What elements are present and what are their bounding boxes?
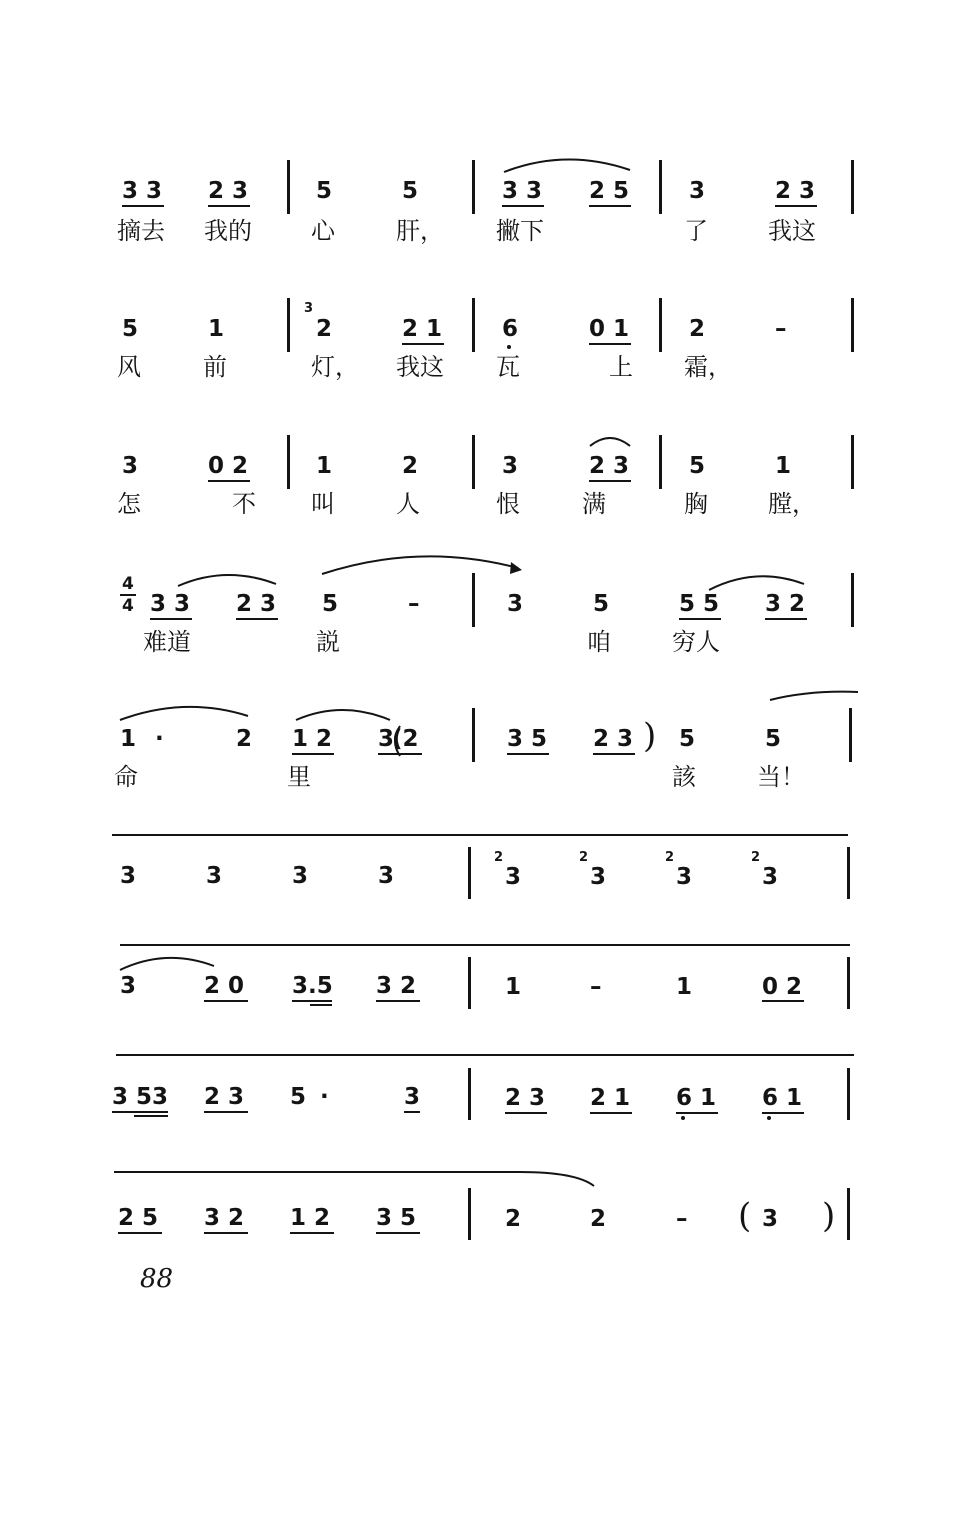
note: 2 3 [775,178,816,204]
note: 5 [765,726,782,752]
lyric: 了 [684,217,708,245]
dash: – [676,1206,688,1232]
note: 3 5 [507,726,548,752]
note: 2 3 [208,178,249,204]
note: 2 [236,726,253,752]
grace-note: 2 [494,850,504,865]
slur [590,438,630,446]
note: 2 3 [236,591,277,617]
note: 3 3 [150,591,191,617]
lyric: 叫 [311,490,335,518]
lyric: 霜， [684,353,732,381]
time-signature-bottom: 4 [122,596,134,616]
lyric: 説 [316,628,340,656]
note: 0 2 [762,974,803,1000]
lyric: 恨 [496,490,520,518]
note: 5 [593,591,610,617]
note: 3 2 [204,1205,245,1231]
slur [322,556,518,574]
grace-note: 2 [751,850,761,865]
lyric: 摘去 [117,217,165,245]
note: 3 5 [376,1205,417,1231]
note: 5 [322,591,339,617]
arrow-head [510,562,522,574]
note: 2 1 [590,1085,631,1111]
note: 3.5 [292,973,333,999]
time-signature-top: 4 [122,574,134,594]
note: 3 2 [765,591,806,617]
lyric: 里 [287,763,311,791]
lyric: 膛， [768,490,816,518]
paren-open [395,726,400,756]
lyric: 我这 [768,217,816,245]
lyric: 风 [117,353,141,381]
note: 3 [762,1206,779,1232]
dash: – [408,591,420,617]
note: 3 2 [376,973,417,999]
slur [120,707,248,720]
note: 3 53 [112,1084,169,1110]
lyric: 怎 [117,490,141,518]
note: 3 [206,863,223,889]
grace-note: 2 [665,850,675,865]
note: 3 [502,453,519,479]
slur [770,692,858,700]
note: 3 [120,973,137,999]
lyric: 心 [311,217,335,245]
note: – [775,316,787,342]
note: 3 [292,863,309,889]
note: 5 [290,1084,307,1110]
note: 2 3 [589,453,630,479]
note: 6 [502,316,519,342]
note: 6 1 [676,1085,717,1111]
dot-extension: · [155,726,164,752]
note: 5 [316,178,333,204]
lyric: 命 [114,763,138,791]
note: 2 [689,316,706,342]
lyric: 上 [609,353,633,381]
note: 3 [505,864,522,890]
note: 2 5 [118,1205,159,1231]
slur [178,575,276,586]
note: 2 0 [204,973,245,999]
lyric: 当！ [757,763,805,791]
note: 1 [505,974,522,1000]
note: 2 5 [589,178,630,204]
note: 2 [402,453,419,479]
note: 2 3 [593,726,634,752]
lyric: 灯， [311,353,359,381]
lyric: 满 [582,490,606,518]
note: (2 [392,726,419,752]
dot-extension: · [320,1084,329,1110]
note: 5 5 [679,591,720,617]
lyric: 胸 [684,490,708,518]
lyric: 撇下 [496,217,544,245]
note: 0 2 [208,453,249,479]
page-number: 88 [140,1264,174,1294]
lyric: 穷人 [672,628,720,656]
note: 1 [120,726,137,752]
paren-close: ) [643,716,657,756]
note: 6 1 [762,1085,803,1111]
note: 3 [590,864,607,890]
note: 3 3 [502,178,543,204]
paren-close: ) [822,1196,836,1236]
note: 2 [590,1206,607,1232]
note: 3 [404,1084,421,1110]
paren-open: ( [738,1196,752,1236]
note: 0 1 [589,316,630,342]
slur [709,576,804,590]
note: 1 [676,974,693,1000]
note: 3 [378,863,395,889]
note: 5 [689,453,706,479]
lyric: 难道 [143,628,191,656]
note: 3 [676,864,693,890]
note: 1 [208,316,225,342]
lyric: 前 [203,353,227,381]
note: 3 [120,863,137,889]
note: 5 [679,726,696,752]
note: 1 [316,453,333,479]
note: 5 [402,178,419,204]
note: 3 [762,864,779,890]
dash: – [590,974,602,1000]
note: 3 [122,453,139,479]
lyric: 不 [232,490,256,518]
note: 2 [505,1206,522,1232]
note: 3 [507,591,524,617]
note: 2 [316,316,333,342]
note: 1 2 [290,1205,331,1231]
note: 1 2 [292,726,333,752]
lyric: 人 [396,490,420,518]
note: 2 3 [204,1084,245,1110]
slur [114,1172,594,1186]
note: 2 3 [505,1085,546,1111]
lyric: 我这 [396,353,444,381]
note: 2 1 [402,316,443,342]
slur [120,958,214,970]
lyric: 該 [672,763,696,791]
note: 5 [122,316,139,342]
slur [296,710,390,720]
grace-note: 3 [304,301,314,316]
lyric: 瓦 [496,353,520,381]
lyric: 咱 [587,628,611,656]
note: 3 [378,726,395,752]
lyric: 肝， [396,217,444,245]
note: 1 [775,453,792,479]
note: 3 [689,178,706,204]
lyric: 我的 [204,217,252,245]
grace-note: 2 [579,850,589,865]
note: 3 3 [122,178,163,204]
slur [504,159,630,172]
